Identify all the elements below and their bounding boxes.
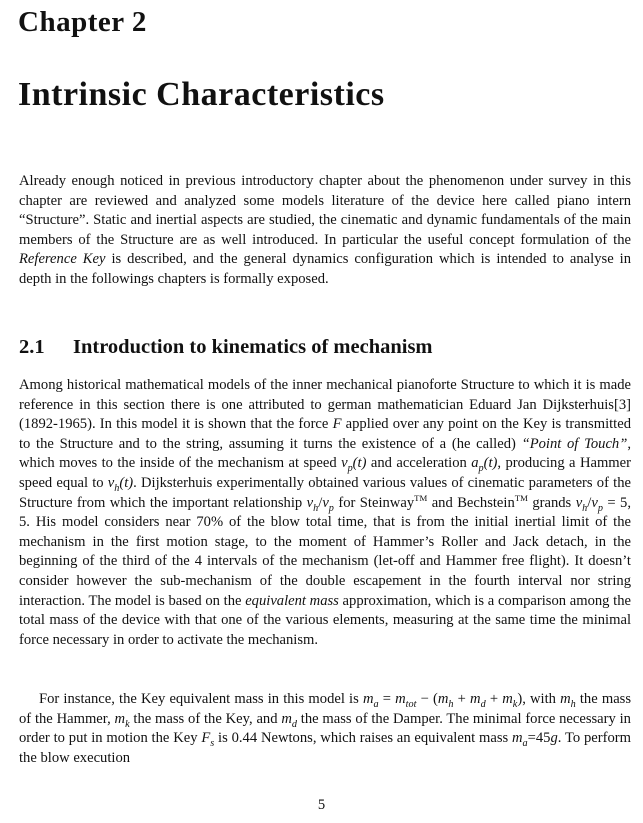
math-var: m [470,691,481,707]
math-op: + [453,691,471,707]
math-var: m [281,710,292,727]
math-sub: a [373,698,379,710]
p2-text: and Bechstein [427,494,515,511]
reference-key-term: Reference Key [19,251,106,268]
section-number: 2.1 [19,336,45,358]
p3-text: is 0.44 Newtons, which raises an equivalent mass [214,730,512,747]
math-var: m [395,691,406,707]
math-sub: d [480,698,486,710]
math-sub: p [328,502,334,514]
math-var: m [437,691,449,707]
math-sub: tot [405,698,417,710]
math-var: v [306,494,314,511]
math-sub: p [347,463,353,475]
p2-text: and acceleration [366,455,472,472]
math-value: =45 [527,730,551,747]
math-var: v [322,494,329,511]
p3-text: For instance, the Key equivalent mass in this model is [39,691,363,707]
section-title: Introduction to kinematics of mechanism [73,336,433,358]
p2-text: Among historical mathematical models of the inner mechanical pianoforte Structure to which it is made reference in this section there is one attributed to german mathematician Eduard Jan Dijksterhuis[3] (1892-1965). In this model it is shown that the force [19,377,631,433]
p3-text: the mass of the Damper. The minimal force necessary in order to put in motion the Key [19,710,631,747]
intro-paragraph [19,172,631,290]
chapter-title: Intrinsic Characteristics [18,76,385,113]
math-var: v [591,494,598,511]
math-var: v [107,474,115,491]
math-sub: k [512,698,518,710]
p2-text: . Dijksterhuis experimentally obtained various values of cinematic parameters of the Structure from which the important relationship [19,474,631,511]
p3-text: the mass of the Key, and [129,710,282,727]
math-sub: p [478,463,484,475]
point-of-touch-term: “Point of Touch” [521,435,628,452]
p2-text: , producing a Hammer speed equal to [19,455,631,491]
p3-text: with [525,691,561,707]
math-op: ), [517,691,526,707]
math-arg: (t) [352,455,367,472]
intro-text-2: is described, and the general dynamics configuration which is intended to analyse in depth in the followings chapters is formally exposed. [19,251,631,287]
math-op: / [587,494,592,511]
math-arg: (t) [119,474,134,491]
equivalent-mass-paragraph [19,690,631,768]
math-value: = 5, 5 [19,494,631,531]
math-sub: k [125,718,130,730]
intro-text-1: Already enough noticed in previous introductory chapter about the phenomenon under survey in this chapter are reviewed and analyzed some models literature of the device here called piano intern “Structure”. Static and inertial aspects are studied, the cinematic and dynamic fundamentals of the main members of the Structure are as well introduced. In particular the useful concept formulation of the [19,173,631,248]
math-sub: h [570,698,576,710]
equivalent-mass-term: equivalent mass [245,592,339,609]
math-sub: h [313,502,319,514]
p2-text: applied over any point on the Key is transmitted to the Structure and to the string, assuming it turns the existence of a (he called) [19,416,632,452]
math-op: − ( [416,691,438,707]
section-heading [19,336,433,359]
math-var: v [575,494,583,511]
trademark-mark: TM [514,492,528,503]
math-arg: (t) [483,455,498,472]
math-var: m [114,710,126,727]
p2-text: grands [527,494,576,511]
math-var: m [362,691,374,707]
math-var: m [512,730,523,747]
math-sub: h [582,502,588,514]
math-sub: h [448,698,454,710]
p2-text: for Steinway [333,494,415,511]
math-sub: s [210,738,215,750]
math-sub: h [114,482,120,494]
p3-text: . To perform the blow execution [19,730,631,766]
chapter-label: Chapter 2 [18,6,147,38]
math-var: v [341,455,348,472]
p3-text: the mass of the Hammer, [19,691,632,727]
trademark-mark: TM [414,492,428,503]
p2-text: , which moves to the inside of the mechanism at speed [19,435,631,472]
math-unit: g [550,730,558,747]
math-op: = [378,691,396,707]
kinematics-paragraph [19,376,631,650]
math-op: / [318,494,323,511]
math-var: F [201,730,211,747]
math-sub: p [597,502,603,514]
p2-text: approximation, which is a comparison among the total mass of the device with that one of the various elements, measuring at the same time the minimal force necessary in order to activate the mechanism. [19,592,631,648]
math-sub: a [522,738,528,750]
math-op: + [485,691,503,707]
p2-text: . His model considers near 70% of the blow total time, that is from the initial inertial limit of the mechanism in the first motion stage, to the moment of Hammer’s Roller and Jack detach, in the beginning of the third of the 4 intervals of the mechanism (let-off and Hammer free flight). It doesn’t consider however the sub-mechanism of the double escapement in the fourth interval nor string interaction. The model is based on the [19,514,631,609]
math-var: m [502,691,513,707]
math-sub: d [291,718,297,730]
math-var: a [471,455,479,472]
force-symbol: F [332,416,342,433]
math-var: m [560,691,571,707]
page-number: 5 [317,797,326,813]
